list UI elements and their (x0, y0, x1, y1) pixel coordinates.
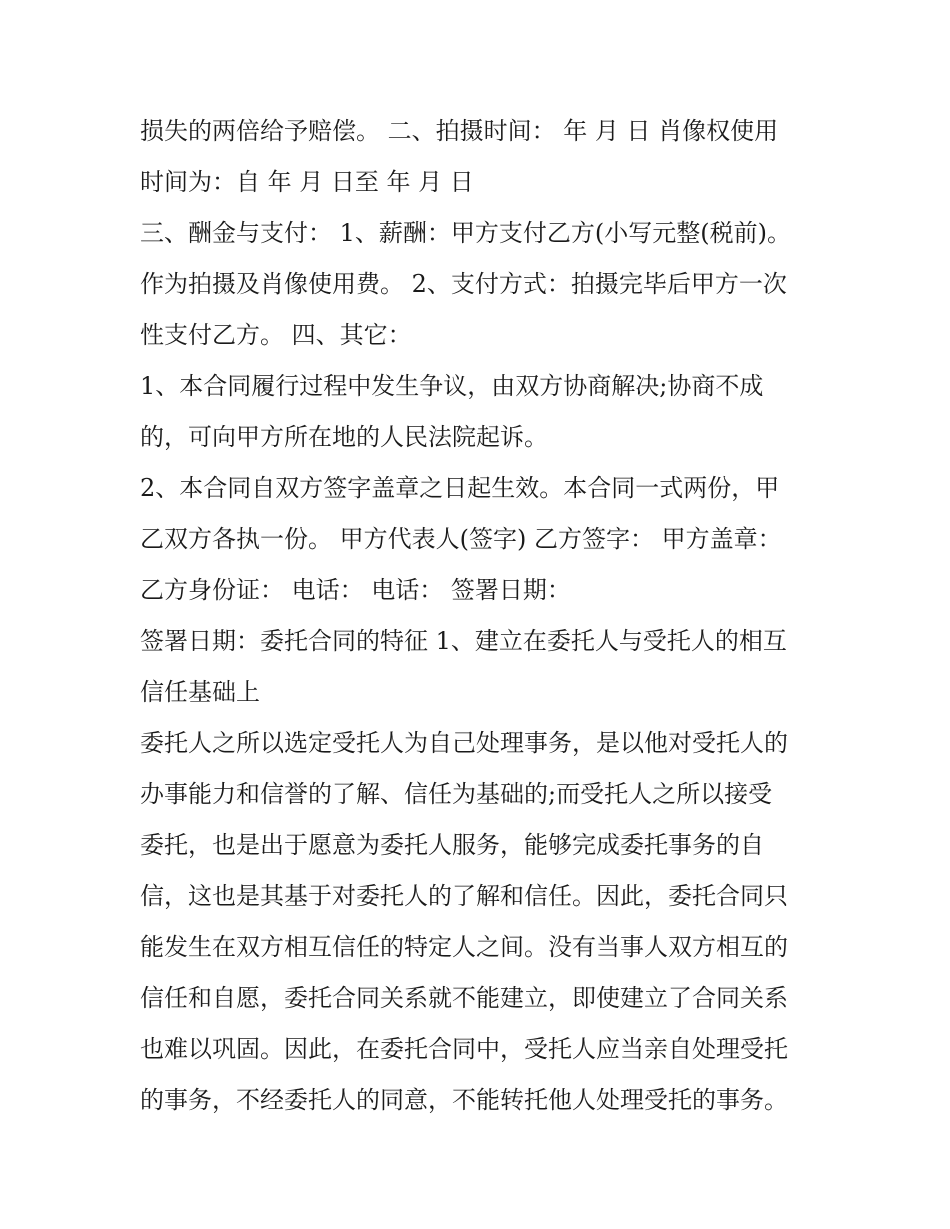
text-line: 委托，也是出于愿意为委托人服务，能够完成委托事务的自 (140, 831, 764, 859)
text-line: 签署日期：委托合同的特征 1、建立在委托人与受托人的相互 (140, 627, 787, 655)
text-line: 损失的两倍给予赔偿。 二、拍摄时间： 年 月 日 肖像权使用 (140, 117, 779, 145)
text-line: 2、本合同自双方签字盖章之日起生效。本合同一式两份，甲 (140, 474, 780, 502)
text-line: 的事务，不经委托人的同意，不能转托他人处理受托的事务。 (140, 1086, 788, 1114)
text-line: 信任和自愿，委托合同关系就不能建立，即使建立了合同关系 (140, 984, 788, 1012)
text-line: 时间为：自 年 月 日至 年 月 日 (140, 168, 474, 196)
text-line: 委托人之所以选定受托人为自己处理事务，是以他对受托人的 (140, 729, 788, 757)
text-line: 的，可向甲方所在地的人民法院起诉。 (140, 423, 548, 451)
text-line: 信任基础上 (140, 678, 260, 706)
text-line: 1、本合同履行过程中发生争议，由双方协商解决;协商不成 (140, 372, 764, 400)
text-line: 也难以巩固。因此，在委托合同中，受托人应当亲自处理受托 (140, 1035, 788, 1063)
text-line: 能发生在双方相互信任的特定人之间。没有当事人双方相互的 (140, 933, 788, 961)
text-line: 性支付乙方。 四、其它： (140, 321, 412, 349)
text-line: 信，这也是其基于对委托人的了解和信任。因此，委托合同只 (140, 882, 788, 910)
text-line: 三、酬金与支付： 1、薪酬：甲方支付乙方(小写元整(税前)。 (140, 219, 791, 247)
text-line: 作为拍摄及肖像使用费。 2、支付方式：拍摄完毕后甲方一次 (140, 270, 787, 298)
text-line: 乙方身份证： 电话： 电话： 签署日期： (140, 576, 571, 604)
text-line: 乙双方各执一份。 甲方代表人(签字) 乙方签字： 甲方盖章： (140, 525, 782, 553)
text-line: 办事能力和信誉的了解、信任为基础的;而受托人之所以接受 (140, 780, 773, 808)
